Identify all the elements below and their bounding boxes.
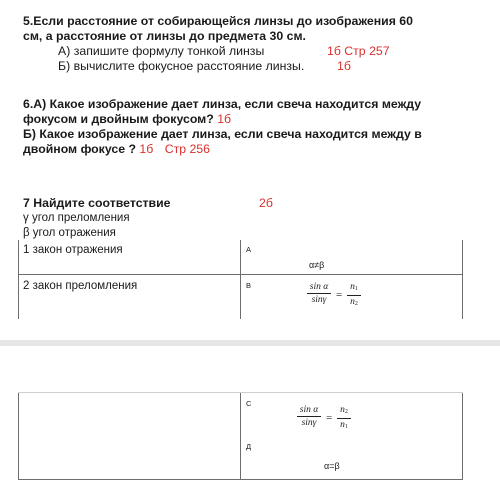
table1-row2-letter: В [246,281,252,290]
q6-line4-score: 1б [139,142,154,156]
table1-border-right [462,240,463,319]
formula-c-left-fraction [297,405,321,428]
q5-a-text: А) запишите формулу тонкой линзы [58,44,265,58]
formula-c-rden: n [340,420,345,430]
formula-c-rden-sub: 1 [344,424,348,430]
table2-bottom-border [18,479,463,480]
formula-c-equals: = [326,412,333,424]
q6-line2 [23,112,231,127]
formula-b-rden-sub: 2 [354,301,358,307]
table2-top-border [18,392,463,393]
table2-letter-c: С [246,399,252,408]
table1-row1-formula: α≠β [309,260,325,270]
q6-line4-text: двойном фокусе ? [23,142,136,156]
q6-line1: 6.А) Какое изображение дает линза, если свеча находится между [23,97,422,111]
table1-row1-letter: А [246,245,252,254]
formula-c-numerator: sin α [299,405,319,415]
q6-line2-score: 1б [217,112,232,126]
formula-c-rnum: n [340,405,345,415]
q7-gamma-line: γ угол преломления [23,212,130,224]
formula-b-rnum-sub: 1 [354,286,358,292]
table2-formula-d: α=β [324,461,340,471]
formula-c-right-fraction [337,405,351,432]
formula-b-left-fraction [307,282,331,305]
q5-line2: см, а расстояние от линзы до предмета 30 см. [23,29,306,43]
formula-b-rnum: n [350,282,355,292]
q5-line1: 5.Если расстояние от собирающейся линзы до изображения 60 [23,14,413,28]
formula-b-equals: = [336,289,343,301]
q5-b-score: 1б [337,59,351,73]
table1-row2-left: 2 закон преломления [23,280,138,292]
formula-b-rden: n [350,297,355,307]
formula-c-rnum-sub: 2 [344,409,348,415]
q6-line3: Б) Какое изображение дает линза, если свеча находится между в [23,127,422,141]
table1-border-mid [240,240,241,319]
table2-border-mid [240,392,241,480]
table1-border-left [18,240,19,319]
formula-b-right-fraction [347,282,361,309]
q7-score: 2б [259,196,273,210]
table2-letter-d: Д [246,442,252,451]
q5-b-text: Б) вычислите фокусное расстояние линзы. [58,59,305,73]
q6-line4 [23,142,210,157]
q5-a-score: 1б Стр 257 [327,44,390,58]
q7-title: 7 Найдите соответствие [23,196,171,210]
table1-row-divider [18,274,463,275]
q7-beta-line: β угол отражения [23,227,116,239]
page-gap [0,340,500,346]
table2-border-left [18,392,19,480]
formula-c-denominator: sinγ [301,418,317,428]
q6-line4-page: Стр 256 [164,142,210,156]
formula-b-denominator: sinγ [311,295,327,305]
formula-b-numerator: sin α [309,282,329,292]
q6-line2-text: фокусом и двойным фокусом? [23,112,214,126]
table2-border-right [462,392,463,480]
table1-row1-left: 1 закон отражения [23,244,123,256]
